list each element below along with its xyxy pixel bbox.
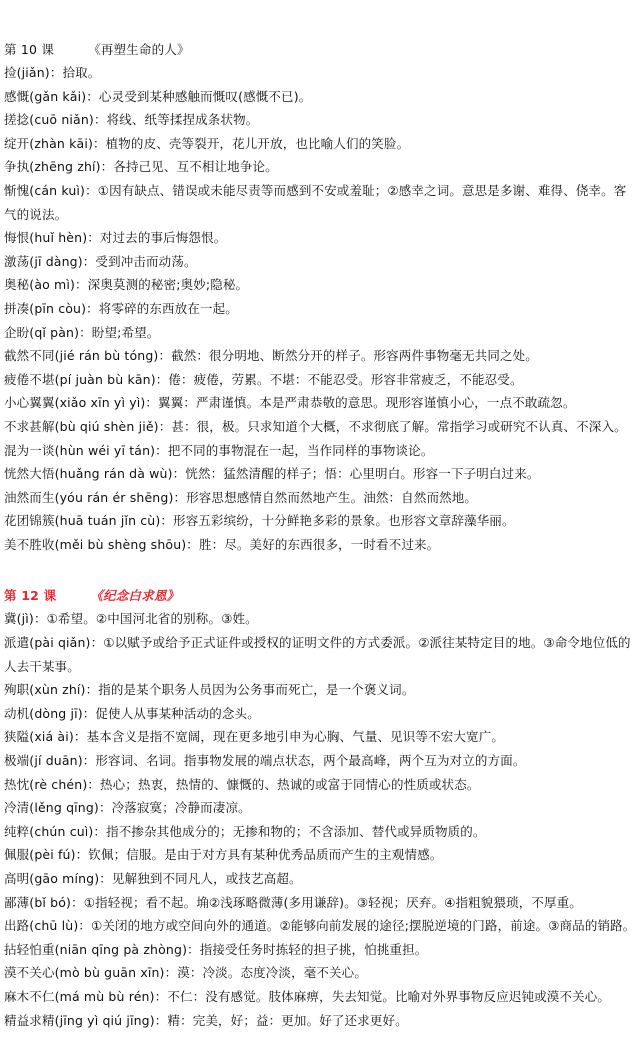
vocab-entry: 感慨(gǎn kǎi)：心灵受到某种感触而慨叹(感慨不已)。: [4, 88, 312, 104]
vocab-entry: 派遣(pài qiǎn)：①以赋予或给予正式证件或授权的证明文件的方式委派。②派往某特定目的地。③命令地位低的人去干某事。: [4, 635, 631, 674]
vocab-entry: 漠不关心(mò bù guān xīn)：漠：冷淡。态度冷淡，毫不关心。: [4, 965, 367, 981]
vocab-entry: 精益求精(jīng yì qiú jīng)：精：完美，好；益：更加。好了还求更好。: [4, 1012, 408, 1028]
vocab-entry: 鄙薄(bǐ bó)：①指轻视；看不起。埆②浅琢略微薄(多用谦辞)。③轻视；厌弃。④指粗貌猥琐，不厚重。: [4, 894, 582, 910]
vocab-entry: 奥秘(ào mì)：深奥莫测的秘密;奥妙;隐秘。: [4, 277, 249, 293]
lesson-12-entries: [4, 607, 636, 1032]
vocab-entry: 激荡(jī dàng)：受到冲击而动荡。: [4, 253, 197, 269]
vocab-entry: 捡(jiǎn)：拾取。: [4, 65, 101, 80]
vocab-entry: 企盼(qǐ pàn)：盼望;希望。: [4, 324, 160, 340]
vocab-entry: 混为一谈(hùn wéi yī tán)：把不同的事物混在一起，当作同样的事物谈论。: [4, 442, 434, 458]
lesson-12-heading: 第 12 课 《纪念白求恩》: [4, 588, 180, 604]
vocab-entry: 冷清(lěng qīng)：冷落寂寞；冷静而凄凉。: [4, 800, 251, 816]
vocab-entry: 动机(dòng jī)：促使人从事某种活动的念头。: [4, 705, 260, 721]
vocab-entry: 恍然大悟(huǎng rán dà wù)：恍然：猛然清醒的样子；悟：心里明白。形容一下子明白过来。: [4, 466, 540, 482]
vocab-entry: 花团锦簇(huā tuán jǐn cù)：形容五彩缤纷，十分鲜艳多彩的景象。也形容文章辞藻华丽。: [4, 513, 515, 529]
vocab-entry: 佩服(pèi fú)：钦佩；信服。是由于对方具有某种优秀品质而产生的主观情感。: [4, 847, 443, 863]
vocab-entry: 绽开(zhàn kāi)：植物的皮、壳等裂开，花儿开放，也比喻人们的笑脸。: [4, 135, 410, 151]
vocab-entry: 油然而生(yóu rán ér shēng)：形容思想感情自然而然地产生。油然：自然而然地。: [4, 489, 478, 505]
vocab-entry: 高明(gāo míng)：见解独到不同凡人，或技艺高超。: [4, 871, 302, 886]
vocab-entry: 搓捻(cuō niǎn)：将线、纸等揉捏成条状物。: [4, 112, 259, 128]
vocab-entry: 不求甚解(bù qiú shèn jiě)：甚：很，极。只求知道个大概，不求彻底了解。常指学习或研究不认真、不深入。: [4, 418, 627, 434]
vocab-entry: 小心翼翼(xiǎo xīn yì yì)：翼翼：严肃谨慎。本是严肃恭敬的意思。现形容谨慎小心，一点不敢疏忽。: [4, 395, 576, 411]
vocab-entry: 狭隘(xiá ài)：基本含义是指不宽阔，现在更多地引申为心胸、气量、见识等不宏大宽广。: [4, 729, 504, 745]
vocab-entry: 拼凑(pīn còu)：将零碎的东西放在一起。: [4, 300, 238, 316]
section-gap: [4, 556, 636, 586]
vocab-entry: 出路(chū lù)：①关闭的地方或空间向外的通道。②能够向前发展的途径;摆脱逆境的门路，前途。③商品的销路。: [4, 918, 636, 934]
vocab-entry: 拈轻怕重(niān qīng pà zhòng)：指接受任务时拣轻的担子挑，怕挑重担。: [4, 941, 428, 957]
vocab-entry: 热忱(rè chén)：热心；热衷，热情的、慷慨的、热诚的或富于同情心的性质或状态。: [4, 776, 480, 792]
vocab-entry: 惭愧(cán kuì)：①因有缺点、错误或未能尽责等而感到不安或羞耻；②感幸之词。意思是多谢、难得、侥幸。客气的说法。: [4, 182, 627, 222]
vocab-entry: 殉职(xùn zhí)：指的是某个职务人员因为公务事而死亡，是一个褒义词。: [4, 682, 415, 698]
vocab-entry: 悔恨(huǐ hèn)：对过去的事后悔怨恨。: [4, 230, 227, 246]
lesson-10-heading: 第 10 课 《再塑生命的人》: [4, 42, 190, 57]
vocab-entry: 争执(zhēng zhí)：各持己见、互不相让地争论。: [4, 159, 278, 175]
lesson-10-entries: [4, 61, 636, 556]
vocab-entry: 纯粹(chún cuì)：指不掺杂其他成分的；无掺和物的；不含添加、替代或异质物质的。: [4, 823, 486, 839]
vocab-entry: 疲倦不堪(pí juàn bù kān)：倦：疲倦，劳累。不堪：不能忍受。形容非常疲乏，不能忍受。: [4, 371, 523, 387]
vocab-entry: 冀(jì)：①希望。②中国河北省的别称。③姓。: [4, 611, 258, 627]
vocab-entry: 截然不同(jié rán bù tóng)：截然：很分明地、断然分开的样子。形容两件事物毫无共同之处。: [4, 348, 538, 364]
vocab-entry: 麻木不仁(má mù bù rén)：不仁：没有感觉。肢体麻痹，失去知觉。比喻对外界事物反应迟钝或漠不关心。: [4, 988, 611, 1004]
vocab-entry: 极端(jí duān)：形容词、名词。指事物发展的端点状态，两个最高峰，两个互为对立的方面。: [4, 753, 526, 769]
vocab-entry: 美不胜收(měi bù shèng shōu)：胜：尽。美好的东西很多，一时看不过来。: [4, 536, 440, 552]
